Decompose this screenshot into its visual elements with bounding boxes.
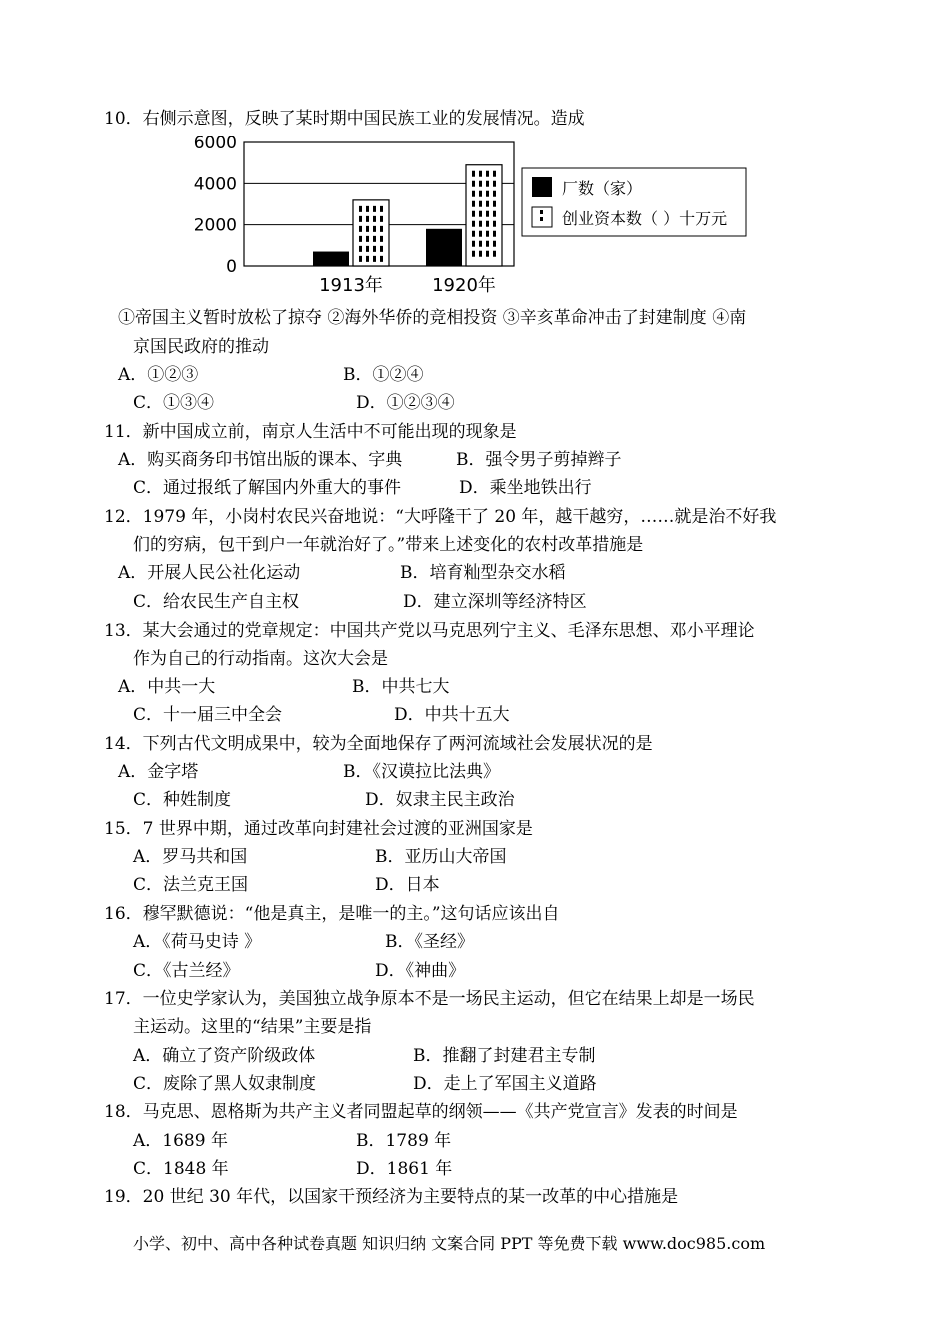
q14-option-b[interactable]: B．《汉谟拉比法典》	[343, 762, 500, 782]
q11-stem: 11．新中国成立前，南京人生活中不可能出现的现象是	[104, 422, 517, 442]
q13-option-a[interactable]: A．中共一大	[118, 677, 216, 697]
q17-stem-line2: 主运动。这里的“结果”主要是指	[133, 1017, 372, 1037]
bar-capital-1920年	[466, 165, 502, 266]
q12-stem-line2: 们的穷病，包干到户一年就治好了。”带来上述变化的农村改革措施是	[133, 535, 644, 555]
y-tick-2000: 2000	[193, 215, 237, 236]
x-label-1913年: 1913年	[319, 275, 383, 296]
q15-stem: 15．7 世界中期，通过改革向封建社会过渡的亚洲国家是	[104, 819, 533, 839]
q11-option-d[interactable]: D．乘坐地铁出行	[459, 478, 592, 498]
q16-option-c[interactable]: C．《古兰经》	[133, 961, 240, 981]
q14-option-c[interactable]: C．种姓制度	[133, 790, 232, 810]
q18-option-d[interactable]: D．1861 年	[356, 1159, 453, 1179]
q14-option-d[interactable]: D．奴隶主民主政治	[365, 790, 515, 810]
x-label-1920年: 1920年	[432, 275, 496, 296]
q15-option-c[interactable]: C．法兰克王国	[133, 875, 249, 895]
q12-option-c[interactable]: C．给农民生产自主权	[133, 592, 300, 612]
q12-stem-line1: 12．1979 年，小岗村农民兴奋地说：“大呼隆干了 20 年，越干越穷，……就是治不好我	[104, 507, 777, 527]
industry-chart	[185, 136, 755, 300]
q11-option-b[interactable]: B．强令男子剪掉辫子	[456, 450, 622, 470]
q15-option-b[interactable]: B．亚历山大帝国	[375, 847, 507, 867]
q13-option-b[interactable]: B．中共七大	[352, 677, 450, 697]
q18-option-b[interactable]: B．1789 年	[356, 1131, 452, 1151]
q17-option-b[interactable]: B．推翻了封建君主专制	[413, 1046, 596, 1066]
bar-factories-1920年	[426, 229, 462, 266]
q11-option-a[interactable]: A．购买商务印书馆出版的课本、字典	[118, 450, 403, 470]
q16-option-a[interactable]: A．《荷马史诗 》	[133, 932, 262, 952]
q18-option-c[interactable]: C．1848 年	[133, 1159, 229, 1179]
q17-option-c[interactable]: C．废除了黑人奴隶制度	[133, 1074, 317, 1094]
q11-option-c[interactable]: C．通过报纸了解国内外重大的事件	[133, 478, 402, 498]
y-tick-4000: 4000	[193, 174, 237, 195]
q16-option-b[interactable]: B．《圣经》	[385, 932, 474, 952]
q12-option-b[interactable]: B．培育籼型杂交水稻	[400, 563, 566, 583]
q13-stem-line2: 作为自己的行动指南。这次大会是	[133, 649, 388, 669]
q15-option-d[interactable]: D．日本	[375, 875, 440, 895]
bar-factories-1913年	[313, 252, 349, 266]
q13-stem-line1: 13．某大会通过的党章规定：中国共产党以马克思列宁主义、毛泽东思想、邓小平理论	[104, 621, 755, 641]
q12-option-d[interactable]: D．建立深圳等经济特区	[403, 592, 587, 612]
q14-option-a[interactable]: A．金字塔	[118, 762, 199, 782]
q15-option-a[interactable]: A．罗马共和国	[133, 847, 248, 867]
chart-legend	[522, 168, 746, 236]
q16-option-d[interactable]: D．《神曲》	[375, 961, 466, 981]
q12-option-a[interactable]: A．开展人民公社化运动	[118, 563, 301, 583]
y-axis-ticks	[194, 136, 237, 277]
y-tick-6000: 6000	[193, 136, 237, 153]
page-footer[interactable]: 小学、初中、高中各种试卷真题 知识归纳 文案合同 PPT 等免费下载 www.doc985.com	[133, 1234, 766, 1253]
bar-capital-1913年	[353, 200, 389, 266]
q18-stem: 18．马克思、恩格斯为共产主义者同盟起草的纲领——《共产党宣言》发表的时间是	[104, 1102, 738, 1122]
q17-option-a[interactable]: A．确立了资产阶级政体	[133, 1046, 316, 1066]
q14-stem: 14．下列古代文明成果中，较为全面地保存了两河流域社会发展状况的是	[104, 734, 653, 754]
q19-stem: 19．20 世纪 30 年代，以国家干预经济为主要特点的某一改革的中心措施是	[104, 1187, 679, 1207]
q16-stem: 16．穆罕默德说：“他是真主，是唯一的主。”这句话应该出自	[104, 904, 560, 924]
legend-label-factories: 厂数（家）	[562, 179, 643, 198]
q17-stem-line1: 17．一位史学家认为，美国独立战争原本不是一场民主运动，但它在结果上却是一场民	[104, 989, 755, 1009]
q10-choices-line1: ①帝国主义暂时放松了掠夺 ②海外华侨的竞相投资 ③辛亥革命冲击了封建制度 ④南	[118, 308, 747, 328]
q10-option-a[interactable]: A．①②③	[118, 365, 199, 385]
q18-option-a[interactable]: A．1689 年	[133, 1131, 228, 1151]
q10-option-b[interactable]: B．①②④	[343, 365, 424, 385]
q10-option-c[interactable]: C．①③④	[133, 393, 215, 413]
legend-label-capital: 创业资本数（ ）十万元	[562, 209, 728, 228]
q10-stem: 10．右侧示意图，反映了某时期中国民族工业的发展情况。造成	[104, 109, 585, 129]
q13-option-c[interactable]: C．十一届三中全会	[133, 705, 283, 725]
q10-option-d[interactable]: D．①②③④	[356, 393, 455, 413]
q10-choices-line2: 京国民政府的推动	[133, 337, 269, 357]
q17-option-d[interactable]: D．走上了军国主义道路	[413, 1074, 597, 1094]
legend-swatch-factories	[532, 177, 552, 197]
q13-option-d[interactable]: D．中共十五大	[394, 705, 510, 725]
y-tick-0: 0	[226, 257, 237, 277]
